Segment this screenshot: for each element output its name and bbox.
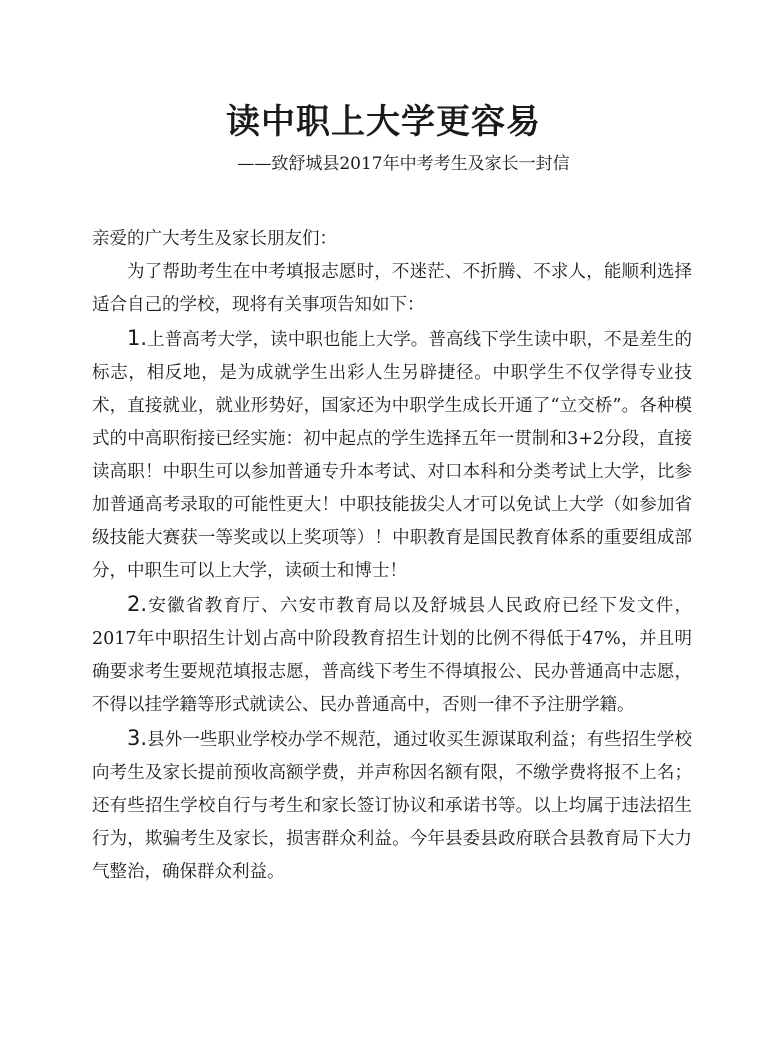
point-number: 3.: [127, 726, 148, 750]
document-title: 读中职上大学更容易: [226, 102, 541, 142]
point-paragraph: [92, 722, 692, 889]
point-paragraph: [92, 322, 692, 588]
point-text: 县外一些职业学校办学不规范，通过收买生源谋取利益；有些招生学校向考生及家长提前预收高额学费，并声称因名额有限，不缴学费将报不上名；还有些招生学校自行与考生和家长签订协议和承诺书等。以上均属于违法招生行为，欺骗考生及家长，损害群众利益。今年县委县政府联合县教育局下大力气整治，确保群众利益。: [92, 730, 692, 882]
point-number: 1.: [127, 326, 148, 350]
point-text: 安徽省教育厅、六安市教育局以及舒城县人民政府已经下发文件，2017年中职招生计划占高中阶段教育招生计划的比例不得低于47%，并且明确要求考生要规范填报志愿，普高线下考生不得填报公、民办普通高中志愿，不得以挂学籍等形式就读公、民办普通高中，否则一律不予注册学籍。: [92, 596, 692, 715]
salutation: 亲爱的广大考生及家长朋友们：: [92, 229, 337, 249]
intro-paragraph: 为了帮助考生在中考填报志愿时，不迷茫、不折腾、不求人，能顺利选择适合自己的学校，现将有关事项告知如下：: [92, 262, 692, 315]
letter-body: [92, 223, 692, 889]
point-text: 上普高考大学，读中职也能上大学。普高线下学生读中职，不是差生的标志，相反地，是为成就学生出彩人生另辟捷径。中职学生不仅学得专业技术，直接就业，就业形势好，国家还为中职学生成长开通了“立交桥”。各种模式的中高职衔接已经实施：初中起点的学生选择五年一贯制和3+2分段，直接读高职！中职生可以参加普通专升本考试、对口本科和分类考试上大学，比参加普通高考录取的可能性更大！中职技能拔尖人才可以免试上大学（如参加省级技能大赛获一等奖或以上奖项等）！中职教育是国民教育体系的重要组成部分，中职生可以上大学，读硕士和博士！: [92, 330, 692, 581]
point-paragraph: [92, 588, 692, 722]
document-subtitle: ——致舒城县2017年中考考生及家长一封信: [237, 154, 570, 174]
point-number: 2.: [127, 592, 148, 616]
